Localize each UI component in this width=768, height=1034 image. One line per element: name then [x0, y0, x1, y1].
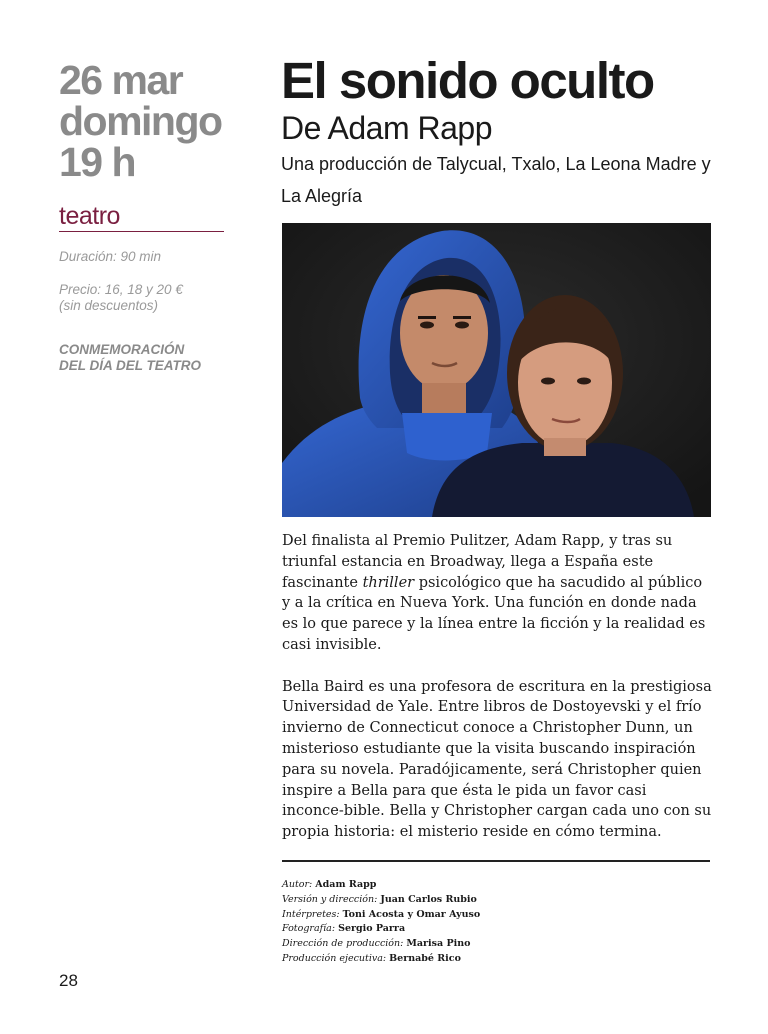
- event-header: [281, 52, 711, 212]
- page-number: 28: [59, 971, 78, 990]
- credit-author: [282, 878, 712, 893]
- event-date: [59, 57, 229, 185]
- description-p1-start: Del finalista al Premio Pulitzer, Adam Rapp, y tras su triunfal estancia en Broadway, llega a España este fascinante: [282, 533, 673, 591]
- credit-name: Bernabé Rico: [389, 952, 461, 964]
- credit-role: Autor:: [282, 879, 313, 890]
- event-date-day: 26 mar: [59, 57, 183, 103]
- event-date-weekday: domingo: [59, 98, 222, 144]
- credit-production-direction: [282, 937, 712, 952]
- description-p1-emphasis: thriller: [362, 574, 415, 591]
- event-date-time: 19 h: [59, 139, 136, 185]
- credit-role: Intérpretes:: [282, 908, 340, 920]
- credit-name: Marisa Pino: [406, 938, 471, 950]
- play-description: [282, 531, 712, 864]
- credit-executive-production: [282, 952, 712, 967]
- play-photo: [282, 223, 711, 517]
- event-price-amount: Precio: 16, 18 y 20 €: [59, 282, 183, 297]
- description-paragraph-1: [282, 531, 712, 656]
- credit-name: Sergio Parra: [338, 923, 406, 935]
- credit-name: Adam Rapp: [315, 879, 377, 890]
- event-price-note: (sin descuentos): [59, 298, 159, 313]
- commemoration-line-2: DEL DÍA DEL TEATRO: [59, 358, 202, 373]
- description-paragraph-2: Bella Baird es una profesora de escritura en la prestigiosa Universidad de Yale. Entre libros de Dostoyevski y el frío invierno de Connecticut conoce a Christopher Dunn, un misterioso estudiante que la visita buscando inspiración para su novela. Paradójicamente, será Christopher quien inspire a Bella para que ésta le pida un favor casi inconce-bible. Bella y Christopher cargan cada uno con su propia historia: el misterio reside en cómo termina.: [282, 678, 712, 841]
- credit-version-direction: [282, 893, 712, 908]
- event-duration: Duración: 90 min: [59, 249, 162, 264]
- actors-photo-illustration: [282, 223, 711, 517]
- play-title: El sonido oculto: [281, 52, 654, 109]
- credit-name: Toni Acosta y Omar Ayuso: [342, 908, 481, 920]
- credits-list: [282, 878, 712, 967]
- play-author: De Adam Rapp: [281, 110, 493, 146]
- description-p1-end: psicológico que ha sacudido al público y a la crítica en Nueva York. Una función en donde nada es lo que parece y la línea entre la ficción y la realidad es casi invisible.: [282, 574, 706, 653]
- credit-role: Producción ejecutiva:: [282, 952, 387, 964]
- event-info-column: [59, 57, 229, 374]
- credit-performers: [282, 908, 712, 923]
- credit-role: Versión y dirección:: [282, 893, 378, 905]
- commemoration-label: [59, 342, 229, 374]
- credit-role: Fotografía:: [282, 923, 336, 935]
- production-companies: Una producción de Talycual, Txalo, La Leona Madre y La Alegría: [281, 154, 711, 206]
- credits-divider: [282, 860, 710, 862]
- commemoration-line-1: CONMEMORACIÓN: [59, 342, 185, 357]
- credit-photography: [282, 922, 712, 937]
- credit-role: Dirección de producción:: [282, 938, 404, 950]
- credit-name: Juan Carlos Rubio: [380, 893, 477, 905]
- event-price: [59, 282, 229, 314]
- event-category: teatro: [59, 201, 224, 232]
